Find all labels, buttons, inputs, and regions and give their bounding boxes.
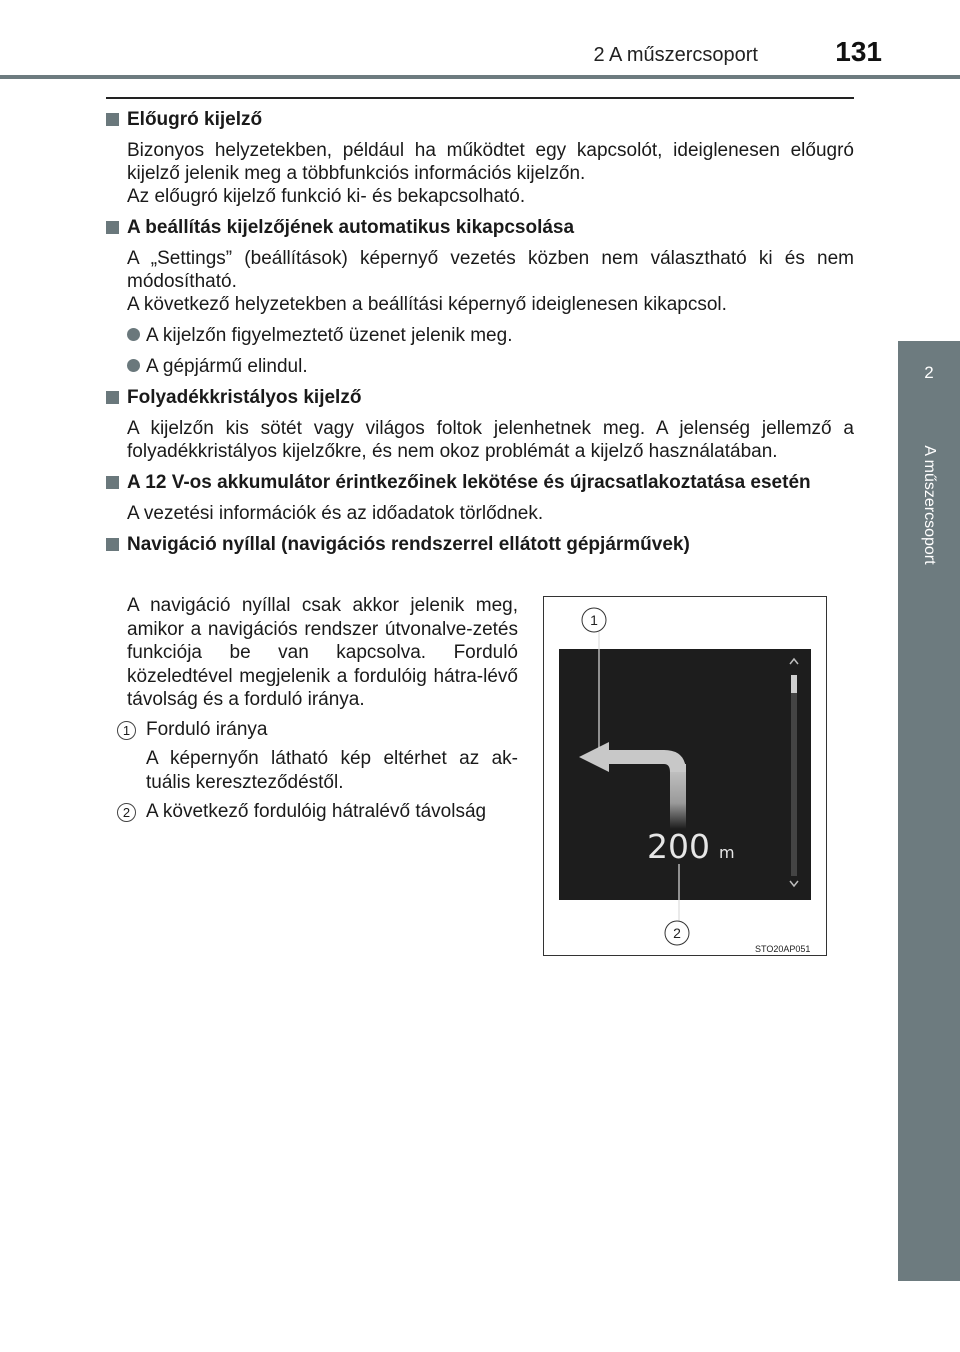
callout-number: 1 (117, 721, 136, 740)
main-content (106, 108, 854, 564)
callout-item-1 (122, 718, 518, 742)
bullet-item (106, 355, 854, 378)
bullet-item (106, 324, 854, 347)
section-square-icon (106, 476, 119, 489)
section-heading-text: A beállítás kijelzőjének automatikus kikapcsolása (127, 217, 575, 238)
bullet-text: A gépjármű elindul. (146, 356, 308, 377)
chapter-tab (898, 341, 960, 421)
distance-unit: m (719, 843, 735, 862)
section-heading-nav (106, 533, 854, 556)
content-top-rule (106, 97, 854, 99)
paragraph-text: A következő helyzetekben a beállítási képernyő ideiglenesen kikapcsol. (127, 294, 727, 315)
bullet-text: A kijelzőn figyelmeztető üzenet jelenik meg. (146, 325, 513, 346)
nav-description (122, 594, 518, 824)
callout-1-number: 1 (590, 612, 598, 628)
section-heading-lcd (106, 386, 854, 409)
chapter-tab-label: A műszercsoport (921, 445, 938, 565)
page-number: 131 (835, 36, 882, 67)
chapter-title: 2 A műszercsoport (593, 44, 758, 66)
section-heading-text: Folyadékkristályos kijelző (127, 387, 362, 408)
callout-label: Forduló iránya (146, 718, 268, 740)
callout-item-2 (122, 800, 518, 824)
scroll-thumb (791, 675, 797, 693)
header-rule (0, 75, 960, 79)
section-heading-text: Előugró kijelző (127, 109, 263, 130)
bullet-dot-icon (127, 359, 140, 372)
section-square-icon (106, 113, 119, 126)
paragraph-text: A navigáció nyíllal csak akkor jelenik meg, amikor a navigációs rendszer útvonalve-zetés funkciója be van kapcsolva. Forduló közeledtével megjelenik a fordulóig hátra-lévő távolság és a forduló iránya. (127, 595, 518, 710)
paragraph-text: Az előugró kijelző funkció ki- és bekapcsolható. (127, 186, 526, 207)
callout-note: A képernyőn látható kép eltérhet az ak-tuális kereszteződéstől. (146, 748, 518, 793)
paragraph-text: A „Settings” (beállítások) képernyő vezetés közben nem választható ki és nem módosítható. (127, 248, 854, 292)
paragraph (106, 502, 854, 525)
arrow-stem (670, 764, 686, 829)
section-heading-text: Navigáció nyíllal (navigációs rendszerrel ellátott gépjárművek) (127, 534, 690, 555)
bullet-dot-icon (127, 328, 140, 341)
callout-number: 2 (117, 803, 136, 822)
section-heading-popup (106, 108, 854, 131)
section-heading-battery (106, 471, 854, 494)
paragraph (106, 247, 854, 316)
paragraph-text: Bizonyos helyzetekben, például ha működtet egy kapcsolót, ideiglenesen előugró kijelző jelenik meg a többfunkciós információs kijelzőn. (127, 140, 854, 184)
section-square-icon (106, 538, 119, 551)
callout-2-number: 2 (673, 925, 681, 941)
section-heading-auto-off (106, 216, 854, 239)
section-heading-text: A 12 V-os akkumulátor érintkezőinek lekötése és újracsatlakoztatása esetén (127, 472, 811, 493)
paragraph (106, 139, 854, 208)
paragraph-text: A vezetési információk és az időadatok törlődnek. (127, 503, 544, 524)
scroll-track (791, 693, 797, 876)
paragraph-text: A kijelzőn kis sötét vagy világos foltok jelenhetnek meg. A jelenség jellemző a folyadékkristályos kijelzőkre, és nem okoz problémát a kijelző használatában. (127, 418, 854, 462)
distance-value: 200 (647, 827, 710, 866)
paragraph (106, 417, 854, 463)
section-square-icon (106, 221, 119, 234)
figure-code: STO20AP051 (755, 944, 811, 954)
nav-arrow-figure (543, 596, 827, 956)
callout-label: A következő fordulóig hátralévő távolság (146, 801, 487, 822)
section-square-icon (106, 391, 119, 404)
chapter-tab-number: 2 (924, 363, 934, 382)
